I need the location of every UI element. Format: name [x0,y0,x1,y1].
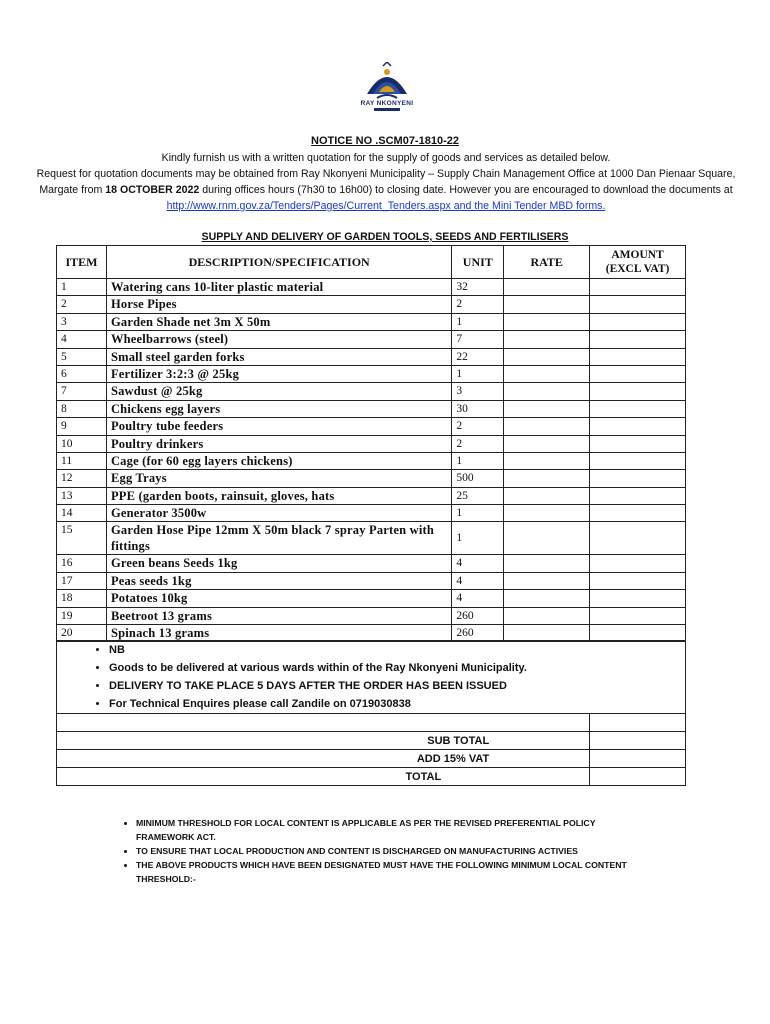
item-description: Poultry tube feeders [106,418,451,435]
municipality-logo [352,62,422,118]
item-description: Chickens egg layers [106,400,451,417]
item-description: Small steel garden forks [106,348,451,365]
table-row [57,572,686,589]
header-item: ITEM [57,246,107,279]
header-description: DESCRIPTION/SPECIFICATION [106,246,451,279]
item-number: 19 [57,607,107,624]
footer-note-local-production: • TO ENSURE THAT LOCAL PRODUCTION AND CONTENT IS DISCHARGED ON MANUFACTURING ACTIVIES [136,844,638,858]
item-unit: 1 [452,313,504,330]
note-nb: • NB [109,641,685,659]
sub-total-value [590,732,686,750]
item-description: Cage (for 60 egg layers chickens) [106,452,451,469]
item-rate [504,470,590,487]
item-unit: 30 [452,400,504,417]
item-unit: 1 [452,452,504,469]
item-unit: 1 [452,522,504,555]
item-amount [590,279,686,296]
item-description: Beetroot 13 grams [106,607,451,624]
item-number: 2 [57,296,107,313]
sub-total-label: SUB TOTAL [57,732,590,750]
item-amount [590,435,686,452]
item-rate [504,313,590,330]
vat-label: ADD 15% VAT [57,750,590,768]
table-row [57,296,686,313]
item-description: Garden Shade net 3m X 50m [106,313,451,330]
footer-note-designated-products: • THE ABOVE PRODUCTS WHICH HAVE BEEN DESIGNATED MUST HAVE THE FOLLOWING MINIMUM LOCAL CONTENT THRESHOLD:- [136,858,638,886]
item-number: 5 [57,348,107,365]
blank-row [57,714,590,732]
logo-text: RAY NKONYENI [360,100,414,107]
item-unit: 1 [452,365,504,382]
table-row [57,555,686,572]
table-row [57,505,686,522]
intro-line-1: Kindly furnish us with a written quotation for the supply of goods and services as detailed below. [161,152,611,164]
table-row [57,418,686,435]
footer-note-threshold: • MINIMUM THRESHOLD FOR LOCAL CONTENT IS APPLICABLE AS PER THE REVISED PREFERENTIAL POLICY FRAMEWORK ACT. [136,816,638,844]
item-description: PPE (garden boots, rainsuit, gloves, hats [106,487,451,504]
item-amount [590,400,686,417]
item-number: 11 [57,452,107,469]
item-amount [590,313,686,330]
item-number: 14 [57,505,107,522]
item-unit: 25 [452,487,504,504]
item-number: 6 [57,365,107,382]
item-description: Green beans Seeds 1kg [106,555,451,572]
item-unit: 2 [452,418,504,435]
item-amount [590,452,686,469]
blank-amount-cell [590,714,686,732]
table-row [57,607,686,624]
table-title: SUPPLY AND DELIVERY OF GARDEN TOOLS, SEEDS AND FERTILISERS [201,231,569,243]
item-rate [504,505,590,522]
item-description: Garden Hose Pipe 12mm X 50m black 7 spray Parten with fittings [106,522,451,555]
item-rate [504,348,590,365]
item-description: Spinach 13 grams [106,625,451,642]
item-amount [590,331,686,348]
item-number: 16 [57,555,107,572]
note-delivery-wards: • Goods to be delivered at various wards within of the Ray Nkonyeni Municipality. [109,659,685,677]
item-number: 7 [57,383,107,400]
table-header-row [57,246,686,279]
item-amount [590,607,686,624]
item-rate [504,383,590,400]
item-amount [590,487,686,504]
item-unit: 500 [452,470,504,487]
footer-notes [118,816,638,886]
table-row [57,313,686,330]
table-row [57,400,686,417]
note-technical-enquiries: • For Technical Enquires please call Zandile on 0719030838 [109,695,685,713]
item-description: Sawdust @ 25kg [106,383,451,400]
intro-paragraph [28,150,744,214]
item-rate [504,487,590,504]
item-number: 13 [57,487,107,504]
item-unit: 2 [452,296,504,313]
item-amount [590,572,686,589]
notes-cell [57,641,686,714]
item-description: Peas seeds 1kg [106,572,451,589]
item-unit: 22 [452,348,504,365]
total-value [590,768,686,786]
item-number: 1 [57,279,107,296]
table-row [57,470,686,487]
item-rate [504,555,590,572]
item-description: Egg Trays [106,470,451,487]
item-unit: 4 [452,555,504,572]
item-rate [504,452,590,469]
item-number: 15 [57,522,107,555]
item-description: Watering cans 10-liter plastic material [106,279,451,296]
item-rate [504,607,590,624]
item-rate [504,590,590,607]
item-rate [504,365,590,382]
item-rate [504,296,590,313]
item-rate [504,522,590,555]
item-unit: 1 [452,505,504,522]
item-amount [590,590,686,607]
items-table [56,245,686,642]
item-rate [504,572,590,589]
tenders-link[interactable]: http://www.rnm.gov.za/Tenders/Pages/Current_Tenders.aspx and the Mini Tender MBD forms. [166,200,606,212]
item-number: 18 [57,590,107,607]
intro-date: 18 OCTOBER 2022 [105,184,200,196]
header-amount: AMOUNT (EXCL VAT) [590,246,686,279]
item-rate [504,331,590,348]
item-unit: 32 [452,279,504,296]
table-row [57,452,686,469]
item-unit: 4 [452,572,504,589]
intro-line-2a: Request for quotation documents may be obtained from Ray Nkonyeni Municipality – Supply Chain Management Office at 1000 Dan Pienaar Square, Margate from [36,168,736,196]
item-amount [590,418,686,435]
item-amount [590,383,686,400]
item-description: Wheelbarrows (steel) [106,331,451,348]
header-rate: RATE [504,246,590,279]
table-row [57,487,686,504]
item-description: Generator 3500w [106,505,451,522]
item-amount [590,365,686,382]
item-description: Horse Pipes [106,296,451,313]
item-number: 12 [57,470,107,487]
item-number: 8 [57,400,107,417]
item-rate [504,435,590,452]
intro-line-2b: during offices hours (7h30 to 16h00) to closing date. However you are encouraged to download the documents at [199,184,733,196]
vat-value [590,750,686,768]
item-unit: 3 [452,383,504,400]
item-unit: 260 [452,625,504,642]
table-row [57,348,686,365]
item-amount [590,555,686,572]
table-row [57,331,686,348]
item-number: 10 [57,435,107,452]
table-row [57,522,686,555]
item-unit: 7 [452,331,504,348]
table-row [57,365,686,382]
table-row [57,435,686,452]
item-number: 3 [57,313,107,330]
item-description: Fertilizer 3:2:3 @ 25kg [106,365,451,382]
totals-table [56,640,686,786]
logo-underline [374,108,400,111]
item-rate [504,279,590,296]
item-rate [504,418,590,435]
table-row [57,383,686,400]
total-label: TOTAL [57,768,590,786]
item-unit: 4 [452,590,504,607]
item-number: 4 [57,331,107,348]
item-description: Potatoes 10kg [106,590,451,607]
item-amount [590,296,686,313]
item-rate [504,400,590,417]
item-amount [590,522,686,555]
item-number: 20 [57,625,107,642]
note-delivery-days: • DELIVERY TO TAKE PLACE 5 DAYS AFTER THE ORDER HAS BEEN ISSUED [109,677,685,695]
item-unit: 260 [452,607,504,624]
item-unit: 2 [452,435,504,452]
item-amount [590,348,686,365]
item-description: Poultry drinkers [106,435,451,452]
item-amount [590,470,686,487]
logo-emblem-icon [363,62,411,102]
table-row [57,279,686,296]
header-unit: UNIT [452,246,504,279]
table-row [57,590,686,607]
item-number: 9 [57,418,107,435]
item-number: 17 [57,572,107,589]
notice-title: NOTICE NO .SCM07-1810-22 [311,135,459,147]
item-amount [590,505,686,522]
